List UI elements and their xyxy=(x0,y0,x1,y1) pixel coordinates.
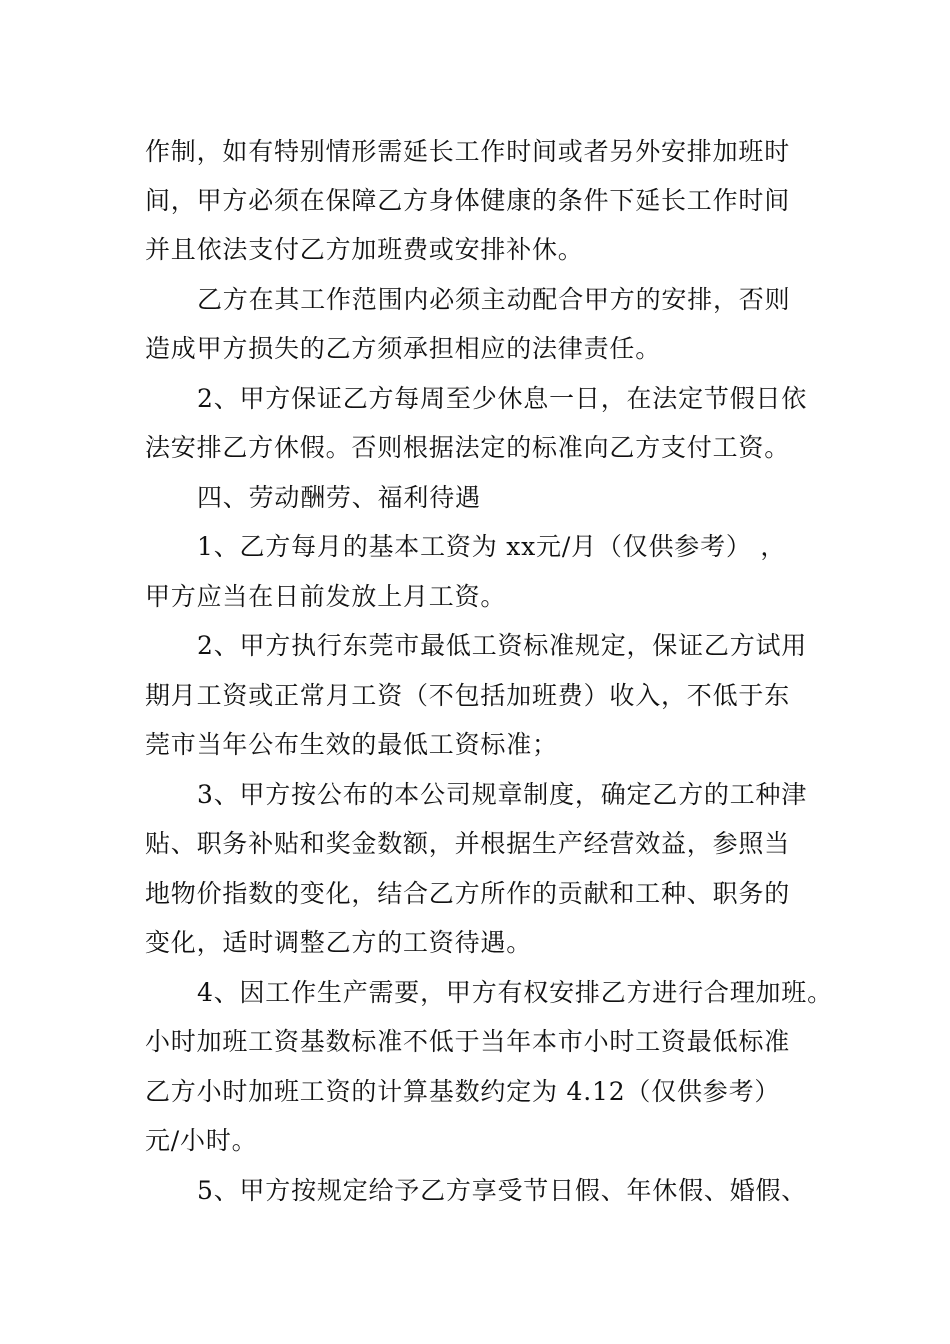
text-line: 小时加班工资基数标准不低于当年本市小时工资最低标准 xyxy=(145,1027,791,1056)
text-line: 作制，如有特别情形需延长工作时间或者另外安排加班时 xyxy=(145,137,791,166)
paragraph-start-line: 乙方在其工作范围内必须主动配合甲方的安排，否则 xyxy=(197,285,791,314)
paragraph-start-line: 2、甲方执行东莞市最低工资标准规定，保证乙方试用 xyxy=(197,631,808,660)
paragraph-start-line: 3、甲方按公布的本公司规章制度，确定乙方的工种津 xyxy=(197,780,808,809)
text-line: 并且依法支付乙方加班费或安排补休。 xyxy=(145,235,584,264)
text-line: 期月工资或正常月工资（不包括加班费）收入，不低于东 xyxy=(145,681,791,710)
section-heading: 四、劳动酬劳、福利待遇 xyxy=(197,483,481,512)
paragraph-start-line: 2、甲方保证乙方每周至少休息一日，在法定节假日依 xyxy=(197,384,808,413)
text-line: 贴、职务补贴和奖金数额，并根据生产经营效益，参照当 xyxy=(145,829,791,858)
text-line: 法安排乙方休假。否则根据法定的标准向乙方支付工资。 xyxy=(145,433,791,462)
paragraph-start-line: 5、甲方按规定给予乙方享受节日假、年休假、婚假、 xyxy=(197,1176,808,1205)
text-line: 元/小时。 xyxy=(145,1126,258,1155)
text-line: 莞市当年公布生效的最低工资标准； xyxy=(145,730,558,759)
text-line: 地物价指数的变化，结合乙方所作的贡献和工种、职务的 xyxy=(145,879,791,908)
text-line: 间，甲方必须在保障乙方身体健康的条件下延长工作时间 xyxy=(145,186,791,215)
text-line: 甲方应当在日前发放上月工资。 xyxy=(145,582,507,611)
text-line: 乙方小时加班工资的计算基数约定为 4.12（仅供参考） xyxy=(145,1077,781,1106)
paragraph-start-line: 4、因工作生产需要，甲方有权安排乙方进行合理加班。 xyxy=(197,978,833,1007)
text-line: 造成甲方损失的乙方须承担相应的法律责任。 xyxy=(145,334,662,363)
paragraph-start-line: 1、乙方每月的基本工资为 xx元/月（仅供参考） ， xyxy=(197,532,787,561)
text-line: 变化，适时调整乙方的工资待遇。 xyxy=(145,928,533,957)
